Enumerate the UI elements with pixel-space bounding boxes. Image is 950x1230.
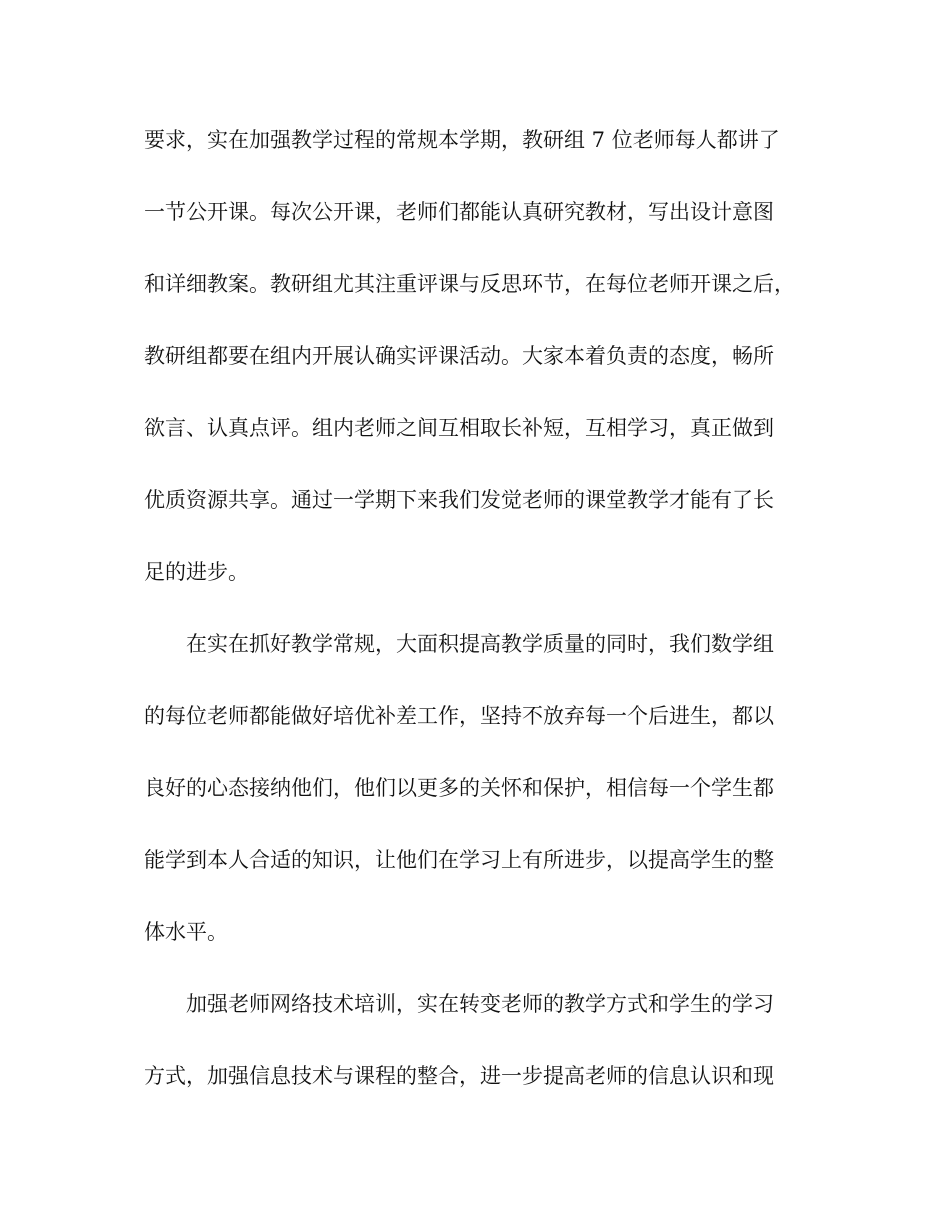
text-line-9: 的每位老师都能做好培优补差工作，坚持不放弃每一个后进生，都以 — [144, 704, 774, 728]
text-line-10: 良好的心态接纳他们，他们以更多的关怀和保护，相信每一个学生都 — [144, 776, 774, 800]
text-line-2: 一节公开课。每次公开课，老师们都能认真研究教材，写出设计意图 — [144, 200, 774, 224]
text-line-3: 和详细教案。教研组尤其注重评课与反思环节，在每位老师开课之后， — [144, 272, 795, 296]
text-line-5: 欲言、认真点评。组内老师之间互相取长补短，互相学习，真正做到 — [144, 416, 774, 440]
text-line-14: 方式，加强信息技术与课程的整合，进一步提高老师的信息认识和现 — [144, 1064, 774, 1088]
text-line-7: 足的进步。 — [144, 560, 249, 584]
text-line-6: 优质资源共享。通过一学期下来我们发觉老师的课堂教学才能有了长 — [144, 488, 774, 512]
body-text — [144, 118, 806, 1114]
text-line-4: 教研组都要在组内开展认确实评课活动。大家本着负责的态度，畅所 — [144, 344, 774, 368]
text-line-11: 能学到本人合适的知识，让他们在学习上有所进步，以提高学生的整 — [144, 848, 774, 872]
text-line-8: 在实在抓好教学常规，大面积提高教学质量的同时，我们数学组 — [186, 632, 774, 656]
text-line-13: 加强老师网络技术培训，实在转变老师的教学方式和学生的学习 — [186, 992, 774, 1016]
text-line-12: 体水平。 — [144, 920, 228, 944]
text-line-1: 要求，实在加强教学过程的常规本学期，教研组 7 位老师每人都讲了 — [144, 128, 780, 152]
